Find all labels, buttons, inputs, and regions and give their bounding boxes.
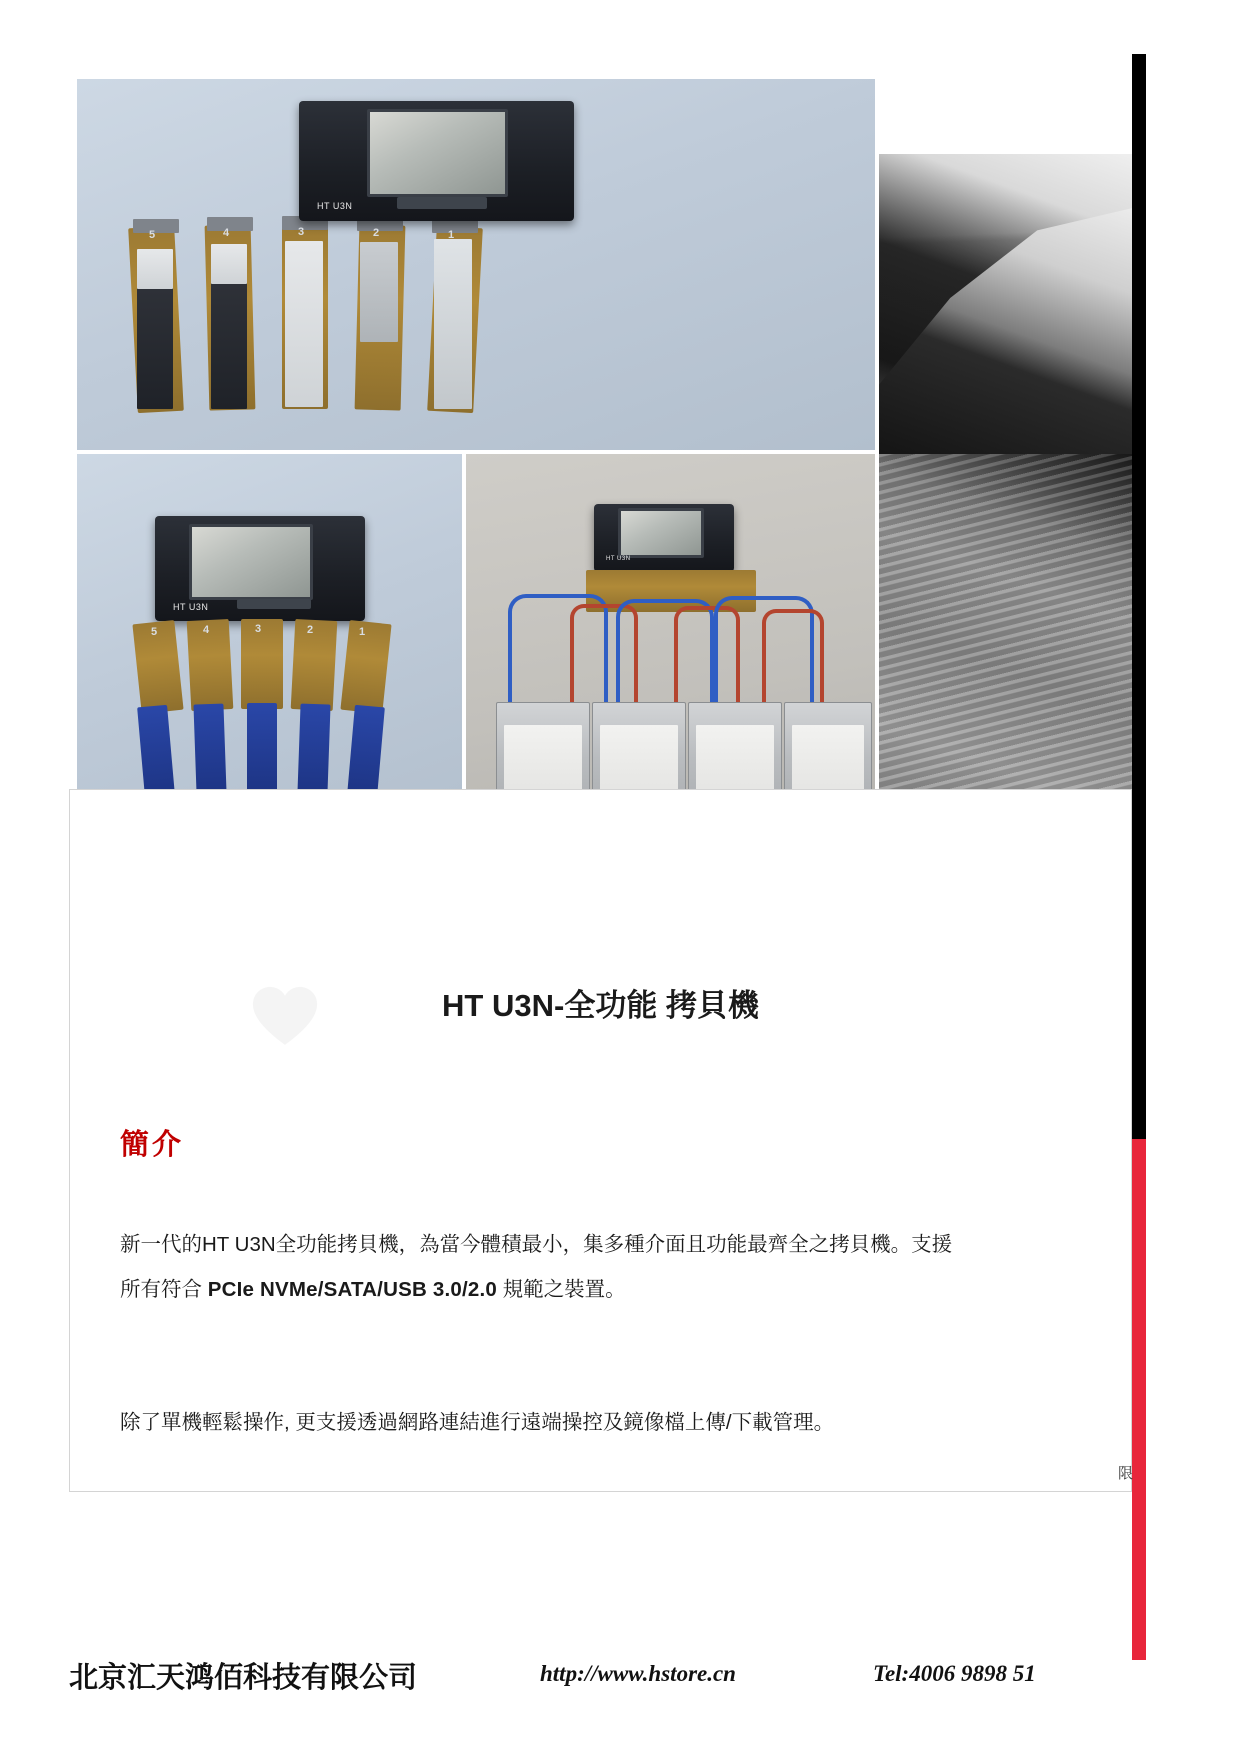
ssd-module-5 (137, 274, 173, 409)
right-red-bar (1132, 1139, 1146, 1660)
ssd-module-1 (434, 239, 472, 409)
limit-mark-text: 限 (1118, 1465, 1134, 1482)
image-collage (69, 54, 1132, 789)
bay-number-1-bl: 1 (359, 626, 366, 638)
duplicator-screen-bl (189, 524, 313, 600)
product-photo-top (77, 79, 875, 450)
duplicator-screen-top (367, 109, 508, 197)
ssd-module-2 (360, 242, 398, 342)
bay-number-2-top: 2 (373, 227, 380, 239)
pcb-slot-bl-4 (187, 619, 234, 711)
pcb-slot-bl-3 (241, 619, 283, 709)
m2-connector-4 (207, 217, 253, 231)
ssd-label-5 (137, 249, 173, 289)
duplicator-model-label-bl: HT U3N (173, 602, 209, 612)
right-black-bar (1132, 54, 1146, 1139)
product-photo-bottom-right (466, 454, 875, 841)
bay-number-3-top: 3 (298, 226, 305, 238)
bay-number-1-top: 1 (448, 229, 455, 241)
bay-number-2-bl: 2 (307, 624, 314, 636)
bay-number-5-bl: 5 (151, 626, 158, 638)
dune-ripples (879, 454, 1132, 841)
supported-interfaces-spec: PCIe NVMe/SATA/USB 3.0/2.0 (207, 1278, 497, 1301)
intro-paragraph-1 (120, 1222, 960, 1312)
bay-number-5-top: 5 (149, 229, 156, 241)
pcb-slot-bl-2 (291, 619, 338, 711)
footer-website-link[interactable]: http://www.hstore.cn (540, 1661, 736, 1686)
paragraph-1-lead: 新一代的HT U3N全功能拷貝機，為當今體積最小，集多種介面且功能最齊全之拷貝機。支援所有符合 (120, 1233, 953, 1301)
page-title: HT U3N-全功能 拷貝機 (442, 988, 759, 1023)
duplicator-button-strip-bl (237, 599, 311, 609)
paragraph-2-lead: 除了單機輕鬆操作, 更支援透過網路連結進行遠端操控及鏡像檔上傳/下載管理。 (120, 1411, 835, 1434)
dune-photo (879, 154, 1132, 841)
power-cable-3 (762, 609, 824, 705)
footer-telephone: Tel:4006 9898 51 (873, 1661, 1036, 1686)
intro-paragraph-2 (120, 1400, 960, 1445)
duplicator-button-strip-top (397, 197, 487, 209)
sata-adapter-3 (247, 703, 277, 793)
duplicator-screen-br (618, 508, 704, 558)
bay-number-4-bl: 4 (203, 624, 210, 636)
footer-company-name: 北京汇天鸿佰科技有限公司 (69, 1662, 418, 1694)
paragraph-1-tail: 規範之裝置。 (496, 1278, 626, 1301)
section-heading: 簡介 (120, 1129, 185, 1161)
duplicator-model-label-br: HT U3N (606, 556, 631, 562)
bay-number-4-top: 4 (223, 227, 230, 239)
ssd-label-4 (211, 244, 247, 284)
ssd-module-3 (285, 241, 323, 407)
page-footer (0, 1655, 1240, 1715)
sata-adapter-4 (193, 704, 226, 795)
ssd-module-4 (211, 269, 247, 409)
content-card (69, 789, 1132, 1492)
product-photo-bottom-left (77, 454, 462, 841)
m2-connector-1 (432, 219, 478, 233)
bay-number-3-bl: 3 (255, 623, 262, 635)
sata-adapter-2 (297, 704, 330, 795)
m2-connector-5 (133, 219, 179, 233)
duplicator-model-label-top: HT U3N (317, 201, 353, 211)
